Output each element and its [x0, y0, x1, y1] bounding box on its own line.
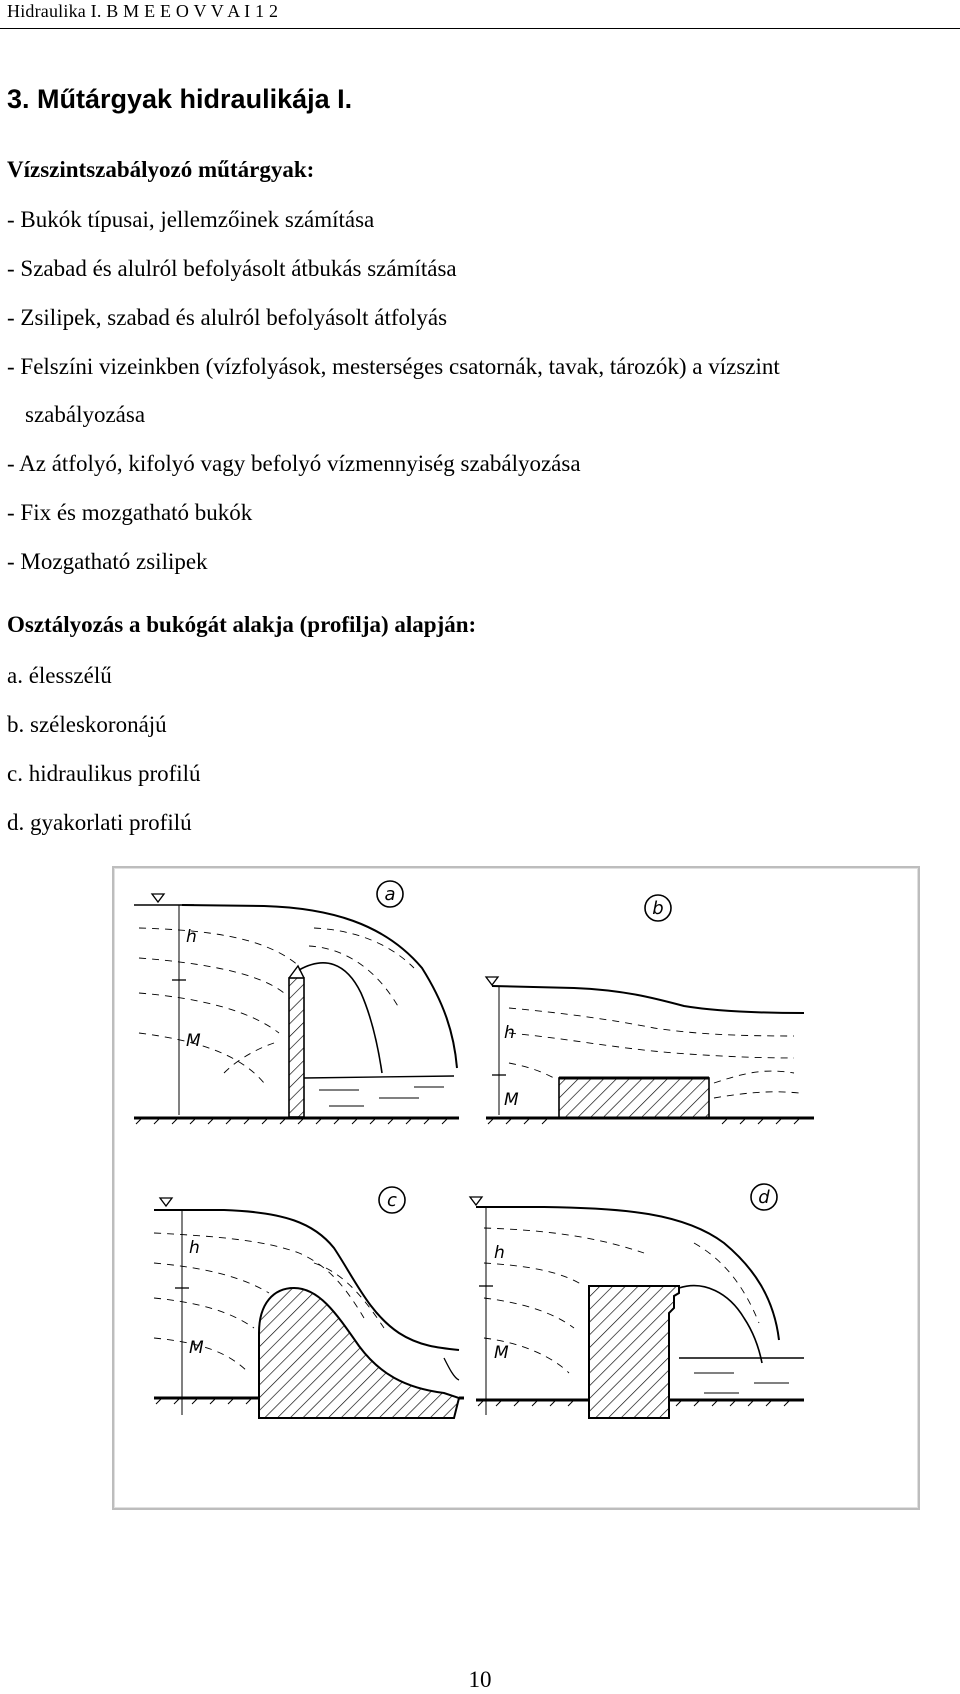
panel-d-m-label: M — [494, 1343, 509, 1363]
panel-a-h-label: h — [186, 927, 197, 947]
water-level-marker-icon — [486, 977, 498, 985]
weir-profiles-figure — [112, 866, 920, 1510]
panel-b-letter: b — [652, 898, 664, 919]
panel-c-m-label: M — [189, 1338, 204, 1358]
panel-b-h-label: h — [504, 1023, 515, 1043]
panel-c-h-label: h — [189, 1238, 200, 1258]
list-item: - Bukók típusai, jellemzőinek számítása — [7, 207, 375, 232]
classification-item-b: b. széleskoronájú — [7, 712, 167, 737]
panel-c-letter: c — [387, 1190, 397, 1211]
classification-item-c: c. hidraulikus profilú — [7, 761, 201, 786]
panel-d-h-label: h — [494, 1243, 505, 1263]
panel-b — [486, 895, 814, 1124]
list-item: - Szabad és alulról befolyásolt átbukás számítása — [7, 256, 457, 281]
panel-c — [154, 1187, 464, 1418]
list-item: - Mozgatható zsilipek — [7, 549, 208, 574]
panel-d — [470, 1184, 804, 1418]
water-level-marker-icon — [152, 894, 164, 902]
list-item: - Az átfolyó, kifolyó vagy befolyó vízmennyiség szabályozása — [7, 451, 581, 476]
panel-a-letter: a — [384, 884, 396, 905]
panel-a-m-label: M — [186, 1031, 201, 1051]
panel-a — [134, 881, 459, 1124]
panel-b-m-label: M — [504, 1090, 519, 1110]
page-title: 3. Műtárgyak hidraulikája I. — [7, 84, 353, 114]
classification-item-a: a. élesszélű — [7, 663, 112, 688]
water-level-marker-icon — [160, 1198, 172, 1206]
list-item: - Zsilipek, szabad és alulról befolyásolt átfolyás — [7, 305, 448, 330]
water-level-marker-icon — [470, 1197, 482, 1205]
running-header: Hidraulika I. B M E E O V V A I 1 2 — [7, 1, 279, 21]
classification-item-d: d. gyakorlati profilú — [7, 810, 192, 835]
list-item: - Felszíni vizeinkben (vízfolyások, mesterséges csatornák, tavak, tározók) a vízszint — [7, 354, 780, 379]
panel-d-letter: d — [758, 1187, 770, 1208]
list-item-continuation: szabályozása — [25, 402, 146, 427]
page-number: 10 — [468, 1667, 492, 1692]
list-item: - Fix és mozgatható bukók — [7, 500, 253, 525]
header-rule — [0, 28, 960, 29]
section-heading-regulators: Vízszintszabályozó műtárgyak: — [7, 157, 315, 182]
section-heading-classification: Osztályozás a bukógát alakja (profilja) alapján: — [7, 612, 477, 637]
